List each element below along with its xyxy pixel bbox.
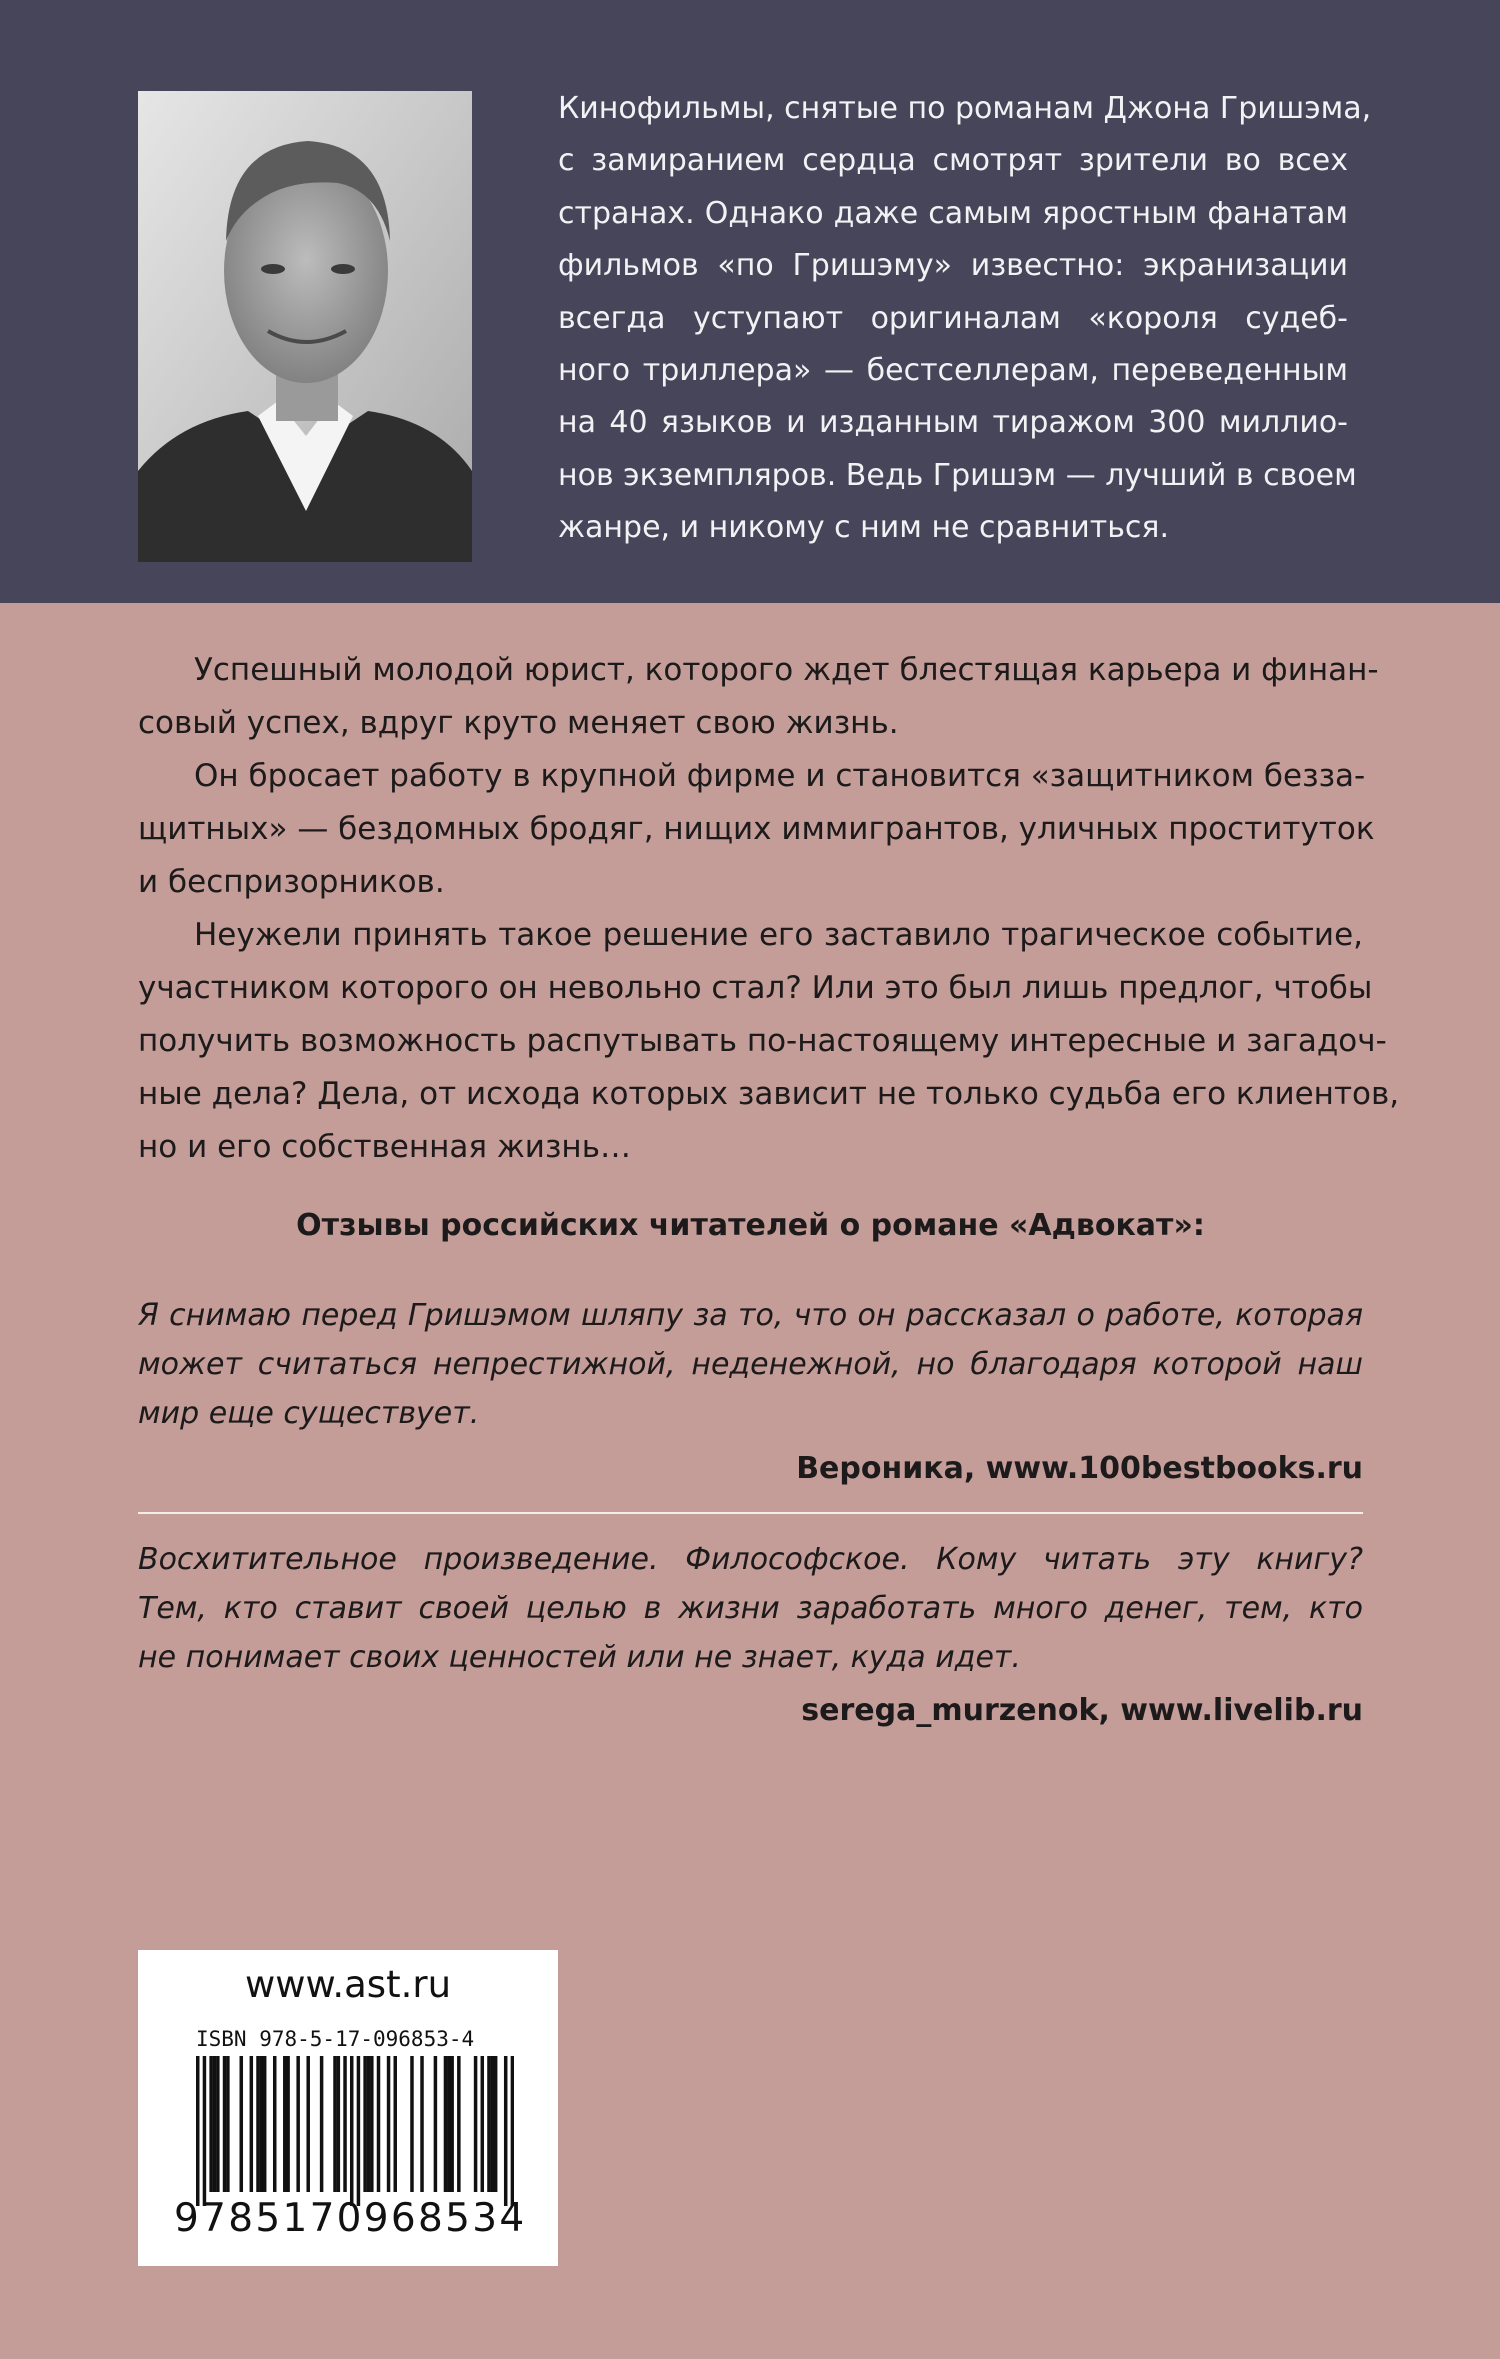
intro-line: странах. Однако даже самым яростным фанатам [558,195,1348,231]
barcode-bar [504,2056,507,2206]
intro-line: всегда уступают оригиналам «короля судеб- [558,300,1348,336]
author-intro-text [558,83,1372,555]
synopsis-line: Неужели принять такое решение его заставило трагическое событие, [194,917,1363,953]
intro-line: на 40 языков и изданным тиражом 300 миллио- [558,405,1348,441]
barcode-bar [434,2056,437,2192]
barcode-bar [447,2056,450,2192]
barcode-bar [494,2056,497,2192]
review-author: Вероника, www.100bestbooks.ru [796,1451,1363,1486]
barcode-bar [250,2056,253,2192]
barcode-bar [474,2056,477,2192]
barcode-bar [444,2056,447,2192]
barcode-bar [337,2056,340,2192]
intro-line: нов экземпляров. Ведь Гришэм — лучший в своем [558,457,1357,493]
intro-line: фильмов «по Гришэму» известно: экранизации [558,248,1348,284]
barcode-bar [203,2056,206,2206]
barcode-bar [296,2056,299,2192]
barcode-panel [138,1950,558,2266]
review-line: мир еще существует. [138,1396,480,1431]
barcode-bar [320,2056,323,2192]
barcode-bar [487,2056,490,2192]
barcode-bar [450,2056,453,2192]
author-portrait-image [138,91,472,562]
synopsis-line: получить возможность распутывать по-настоящему интересные и загадоч- [138,1023,1387,1059]
barcode-bar [343,2056,346,2192]
barcode-bar [420,2056,423,2192]
synopsis-line: участником которого он невольно стал? Или это был лишь предлог, чтобы [138,970,1373,1006]
barcode-bar [306,2056,309,2192]
barcode-bar [273,2056,276,2192]
review-line: Восхитительное произведение. Философское. Кому читать эту книгу? [138,1542,1363,1577]
review-divider [138,1512,1363,1514]
barcode-bar [350,2056,353,2206]
synopsis-line: щитных» — бездомных бродяг, нищих иммигрантов, уличных проституток [138,811,1375,847]
review-quote [138,1535,1363,1682]
intro-line: жанре, и никому с ним не сравниться. [558,510,1170,546]
barcode-bar [363,2056,366,2192]
barcode-bar [410,2056,413,2192]
review-line: Тем, кто ставит своей целью в жизни заработать много денег, тем, кто [138,1591,1363,1626]
barcode-bar [260,2056,263,2192]
barcode-bar [263,2056,266,2192]
barcode-bar [213,2056,216,2192]
intro-line: с замиранием сердца смотрят зрители во всех [558,143,1348,179]
barcode-bar [226,2056,229,2192]
review-line: Я снимаю перед Гришэмом шляпу за то, что он рассказал о работе, которая [138,1298,1363,1333]
intro-line: ного триллера» — бестселлерам, переведенным [558,353,1348,389]
barcode-bar [511,2056,514,2206]
synopsis-line: Он бросает работу в крупной фирме и становится «защитником безза- [194,758,1366,794]
barcode-bar [377,2056,380,2192]
barcode-bar [393,2056,396,2192]
review-quote [138,1291,1363,1438]
barcode-bar [286,2056,289,2192]
barcode-bar [333,2056,336,2192]
barcode-bar [283,2056,286,2192]
barcode-bar [196,2056,199,2206]
review-author: serega_murzenok, www.livelib.ru [801,1693,1363,1728]
barcode-bars [196,2056,514,2206]
barcode [196,2056,514,2206]
barcode-bar [256,2056,259,2192]
synopsis-line: но и его собственная жизнь… [138,1129,631,1165]
synopsis-line: и беспризорников. [138,864,445,900]
barcode-bar [223,2056,226,2192]
barcode-bar [216,2056,219,2192]
barcode-digits: 9785170968534 [174,2196,527,2241]
review-line: не понимает своих ценностей или не знает, куда идет. [138,1640,1021,1675]
book-synopsis [138,644,1400,1174]
barcode-bar [457,2056,460,2192]
barcode-bar [357,2056,360,2206]
synopsis-line: совый успех, вдруг круто меняет свою жизнь. [138,705,899,741]
reviews-heading: Отзывы российских читателей о романе «Адвокат»: [296,1208,1205,1243]
barcode-bar [240,2056,243,2192]
author-photo [138,91,472,562]
barcode-bar [370,2056,373,2192]
synopsis-line: ные дела? Дела, от исхода которых зависит не только судьба его клиентов, [138,1076,1400,1112]
barcode-bar [491,2056,494,2192]
barcode-bar [209,2056,212,2192]
review-line: может считаться непрестижной, неденежной, но благодаря которой наш [138,1347,1363,1382]
synopsis-line: Успешный молодой юрист, которого ждет блестящая карьера и финан- [194,652,1379,688]
intro-line: Кинофильмы, снятые по романам Джона Гришэма, [558,91,1372,126]
publisher-website: www.ast.ru [244,1963,452,2006]
barcode-bar [367,2056,370,2192]
isbn-label: ISBN 978-5-17-096853-4 [196,2027,475,2051]
barcode-bar [387,2056,390,2192]
barcode-bar [481,2056,484,2192]
